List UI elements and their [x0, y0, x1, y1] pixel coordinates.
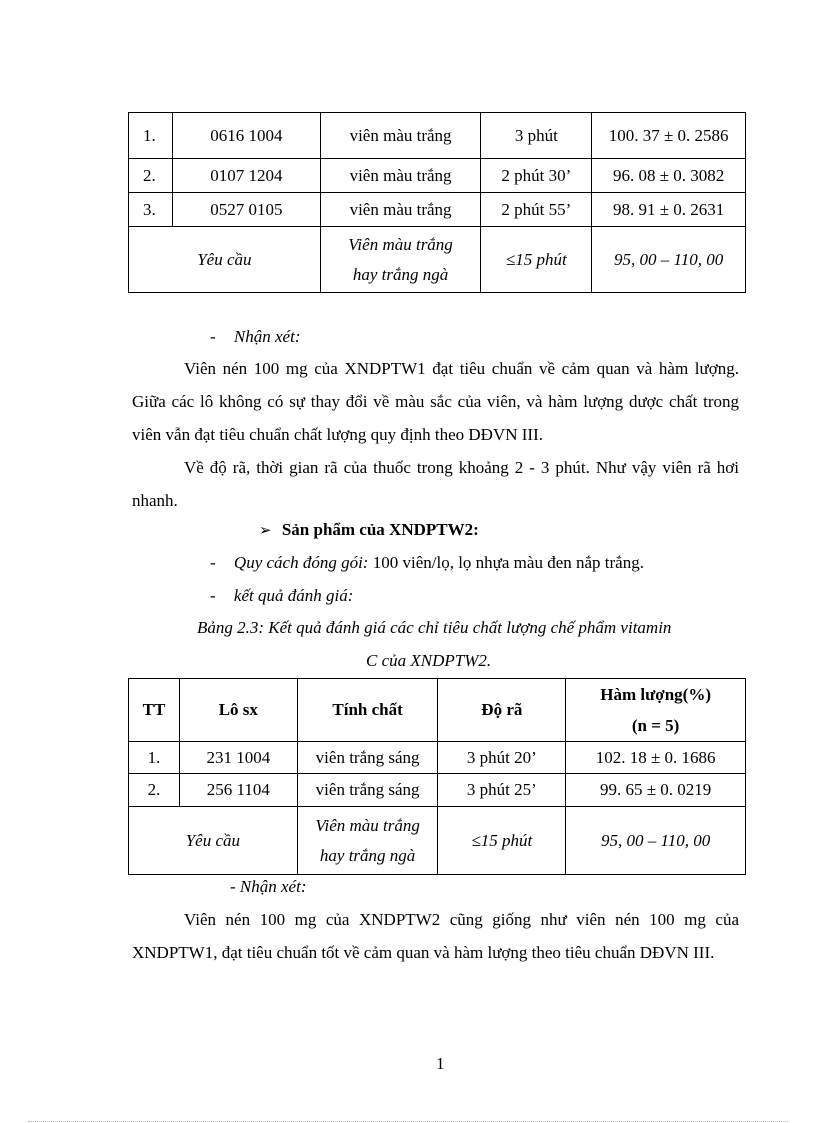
remark-1: [210, 327, 301, 347]
disintegration: 2 phút 30’: [481, 159, 592, 193]
requirement-row: [129, 227, 746, 293]
table-row: [129, 193, 746, 227]
product-heading: [259, 520, 479, 540]
row-number: 1.: [129, 742, 180, 774]
header-content-line2: (n = 5): [631, 716, 680, 735]
table-header-row: [129, 679, 746, 742]
remark-2: - Nhận xét:: [230, 877, 307, 896]
row-number: 3.: [129, 193, 173, 227]
requirement-property: [320, 227, 481, 293]
requirement-label: Yêu cầu: [129, 227, 321, 293]
table-caption-line2: C của XNDPTW2.: [366, 651, 492, 670]
paragraph-3: Viên nén 100 mg của XNDPTW2 cũng giống như viên nén 100 mg của XNDPTW1, đạt tiêu chuẩn tốt về cảm quan và hàm lượng theo tiêu chuẩn DĐVN III.: [132, 910, 739, 962]
content: 102. 18 ± 0. 1686: [566, 742, 746, 774]
table-row: [129, 774, 746, 807]
requirement-property-line1: Viên màu trắng: [348, 234, 453, 254]
requirement-property-line2: hay trắng ngà: [352, 264, 449, 284]
content: 100. 37 ± 0. 2586: [592, 113, 746, 159]
evaluation-label: kết quả đánh giá:: [233, 586, 354, 605]
content: 99. 65 ± 0. 0219: [566, 774, 746, 807]
evaluation-line: [210, 586, 353, 606]
paragraph-1: Viên nén 100 mg của XNDPTW1 đạt tiêu chuẩn về cảm quan và hàm lượng. Giữa các lô không có sự thay đổi về màu sắc của viên, và hàm lượng dược chất trong viên vẫn đạt tiêu chuẩn chất lượng quy định theo DĐVN III.: [132, 359, 739, 444]
disintegration: 3 phút: [481, 113, 592, 159]
header-lot: Lô sx: [179, 679, 297, 742]
lot-number: 256 1104: [179, 774, 297, 807]
header-no: TT: [129, 679, 180, 742]
property: viên trắng sáng: [297, 774, 438, 807]
requirement-disintegration: ≤15 phút: [438, 807, 566, 875]
bullet: -: [210, 553, 216, 572]
property: viên trắng sáng: [297, 742, 438, 774]
lot-number: 0616 1004: [172, 113, 320, 159]
paragraph-2: Về độ rã, thời gian rã của thuốc trong khoảng 2 - 3 phút. Như vậy viên rã hơi nhanh.: [132, 458, 739, 510]
packaging-label: Quy cách đóng gói:: [233, 553, 369, 572]
disintegration: 2 phút 55’: [481, 193, 592, 227]
footer-divider: [28, 1121, 788, 1122]
table-2: [128, 678, 746, 875]
table-row: [129, 113, 746, 159]
packaging-text: 100 viên/lọ, lọ nhựa màu đen nắp trắng.: [372, 553, 644, 572]
row-number: 2.: [129, 159, 173, 193]
arrow-bullet-icon: ➢: [259, 521, 272, 539]
header-disintegration: Độ rã: [438, 679, 566, 742]
lot-number: 231 1004: [179, 742, 297, 774]
table-1: [128, 112, 746, 293]
lot-number: 0107 1204: [172, 159, 320, 193]
property: viên màu trắng: [320, 159, 481, 193]
requirement-property-line1: Viên màu trắng: [315, 815, 420, 835]
bullet: -: [210, 327, 216, 346]
row-number: 2.: [129, 774, 180, 807]
requirement-row: [129, 807, 746, 875]
header-content: [566, 679, 746, 742]
header-property: Tính chất: [297, 679, 438, 742]
property: viên màu trắng: [320, 193, 481, 227]
table-caption-line1: Bảng 2.3: Kết quả đánh giá các chỉ tiêu chất lượng chế phẩm vitamin: [197, 618, 672, 637]
packaging-line: [210, 553, 644, 573]
table-row: [129, 159, 746, 193]
row-number: 1.: [129, 113, 173, 159]
header-content-line1: Hàm lượng(%): [600, 685, 711, 704]
requirement-content: 95, 00 – 110, 00: [592, 227, 746, 293]
table-row: [129, 742, 746, 774]
bullet: -: [210, 586, 216, 605]
disintegration: 3 phút 25’: [438, 774, 566, 807]
disintegration: 3 phút 20’: [438, 742, 566, 774]
requirement-label: Yêu cầu: [129, 807, 298, 875]
requirement-content: 95, 00 – 110, 00: [566, 807, 746, 875]
requirement-property-line2: hay trắng ngà: [319, 845, 416, 865]
content: 96. 08 ± 0. 3082: [592, 159, 746, 193]
requirement-disintegration: ≤15 phút: [481, 227, 592, 293]
lot-number: 0527 0105: [172, 193, 320, 227]
requirement-property: [297, 807, 438, 875]
page-number: 1: [436, 1054, 445, 1073]
content: 98. 91 ± 0. 2631: [592, 193, 746, 227]
remark-label: Nhận xét:: [233, 327, 301, 346]
heading-text: Sản phẩm của XNDPTW2:: [281, 520, 479, 539]
property: viên màu trắng: [320, 113, 481, 159]
